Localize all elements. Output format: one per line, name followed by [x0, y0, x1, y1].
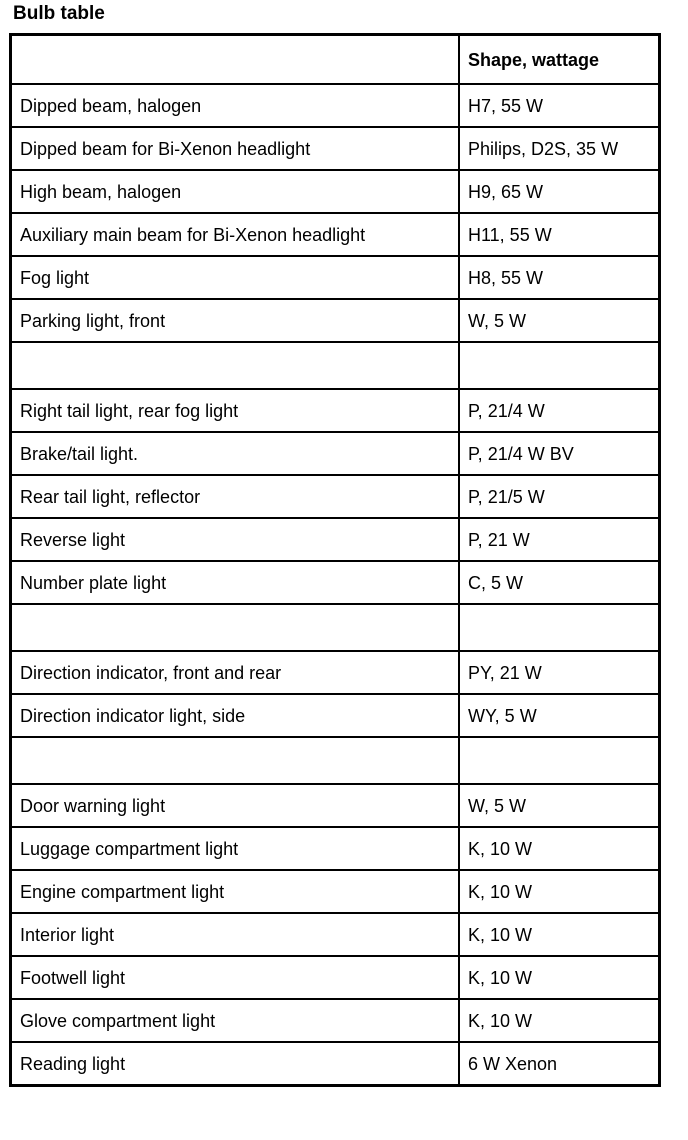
bulb-spec-cell: K, 10 W [459, 870, 660, 913]
bulb-name-cell: Brake/tail light. [11, 432, 460, 475]
bulb-name-cell: Direction indicator light, side [11, 694, 460, 737]
table-row [11, 913, 660, 956]
bulb-name-cell: Luggage compartment light [11, 827, 460, 870]
bulb-spec-cell: K, 10 W [459, 999, 660, 1042]
bulb-spec-cell: H11, 55 W [459, 213, 660, 256]
header-cell-item [11, 35, 460, 85]
bulb-spec-cell: PY, 21 W [459, 651, 660, 694]
bulb-name-cell [11, 342, 460, 389]
bulb-name-cell: Door warning light [11, 784, 460, 827]
bulb-name-cell: Rear tail light, reflector [11, 475, 460, 518]
bulb-spec-cell: P, 21/4 W [459, 389, 660, 432]
table-row [11, 784, 660, 827]
bulb-spec-cell: 6 W Xenon [459, 1042, 660, 1086]
table-row [11, 827, 660, 870]
bulb-spec-cell: K, 10 W [459, 956, 660, 999]
table-row [11, 127, 660, 170]
table-row [11, 432, 660, 475]
bulb-spec-cell: H9, 65 W [459, 170, 660, 213]
bulb-name-cell: Number plate light [11, 561, 460, 604]
table-row [11, 1042, 660, 1086]
bulb-spec-cell: W, 5 W [459, 784, 660, 827]
table-row [11, 299, 660, 342]
bulb-name-cell: Parking light, front [11, 299, 460, 342]
table-row [11, 475, 660, 518]
bulb-spec-cell: P, 21 W [459, 518, 660, 561]
bulb-spec-cell: Philips, D2S, 35 W [459, 127, 660, 170]
bulb-spec-cell: P, 21/5 W [459, 475, 660, 518]
bulb-name-cell: Glove compartment light [11, 999, 460, 1042]
bulb-name-cell: Interior light [11, 913, 460, 956]
table-row [11, 213, 660, 256]
table-row [11, 389, 660, 432]
table-row [11, 604, 660, 651]
bulb-spec-cell: H7, 55 W [459, 84, 660, 127]
table-row [11, 651, 660, 694]
bulb-spec-cell: H8, 55 W [459, 256, 660, 299]
table-row [11, 999, 660, 1042]
bulb-spec-cell: K, 10 W [459, 827, 660, 870]
bulb-spec-cell: K, 10 W [459, 913, 660, 956]
bulb-name-cell [11, 604, 460, 651]
bulb-spec-cell [459, 737, 660, 784]
bulb-name-cell: Direction indicator, front and rear [11, 651, 460, 694]
page-title: Bulb table [13, 3, 105, 24]
table-row [11, 870, 660, 913]
table-row [11, 256, 660, 299]
table-row [11, 561, 660, 604]
bulb-name-cell: Dipped beam for Bi-Xenon headlight [11, 127, 460, 170]
bulb-name-cell: Reading light [11, 1042, 460, 1086]
table-row [11, 84, 660, 127]
bulb-spec-cell [459, 342, 660, 389]
bulb-spec-cell: C, 5 W [459, 561, 660, 604]
bulb-name-cell: Engine compartment light [11, 870, 460, 913]
bulb-spec-cell: W, 5 W [459, 299, 660, 342]
table-row [11, 694, 660, 737]
bulb-spec-cell [459, 604, 660, 651]
bulb-name-cell: Auxiliary main beam for Bi-Xenon headlight [11, 213, 460, 256]
table-row [11, 170, 660, 213]
table-row [11, 956, 660, 999]
bulb-name-cell: Dipped beam, halogen [11, 84, 460, 127]
bulb-name-cell: Footwell light [11, 956, 460, 999]
table-row [11, 518, 660, 561]
bulb-name-cell [11, 737, 460, 784]
header-cell-shape-wattage: Shape, wattage [459, 35, 660, 85]
bulb-name-cell: Reverse light [11, 518, 460, 561]
bulb-name-cell: Right tail light, rear fog light [11, 389, 460, 432]
table-row [11, 342, 660, 389]
bulb-spec-cell: WY, 5 W [459, 694, 660, 737]
bulb-spec-cell: P, 21/4 W BV [459, 432, 660, 475]
table-row [11, 737, 660, 784]
table-header-row [11, 35, 660, 85]
bulb-name-cell: Fog light [11, 256, 460, 299]
bulb-table [9, 33, 661, 1087]
bulb-name-cell: High beam, halogen [11, 170, 460, 213]
bulb-table-body [11, 35, 660, 1086]
